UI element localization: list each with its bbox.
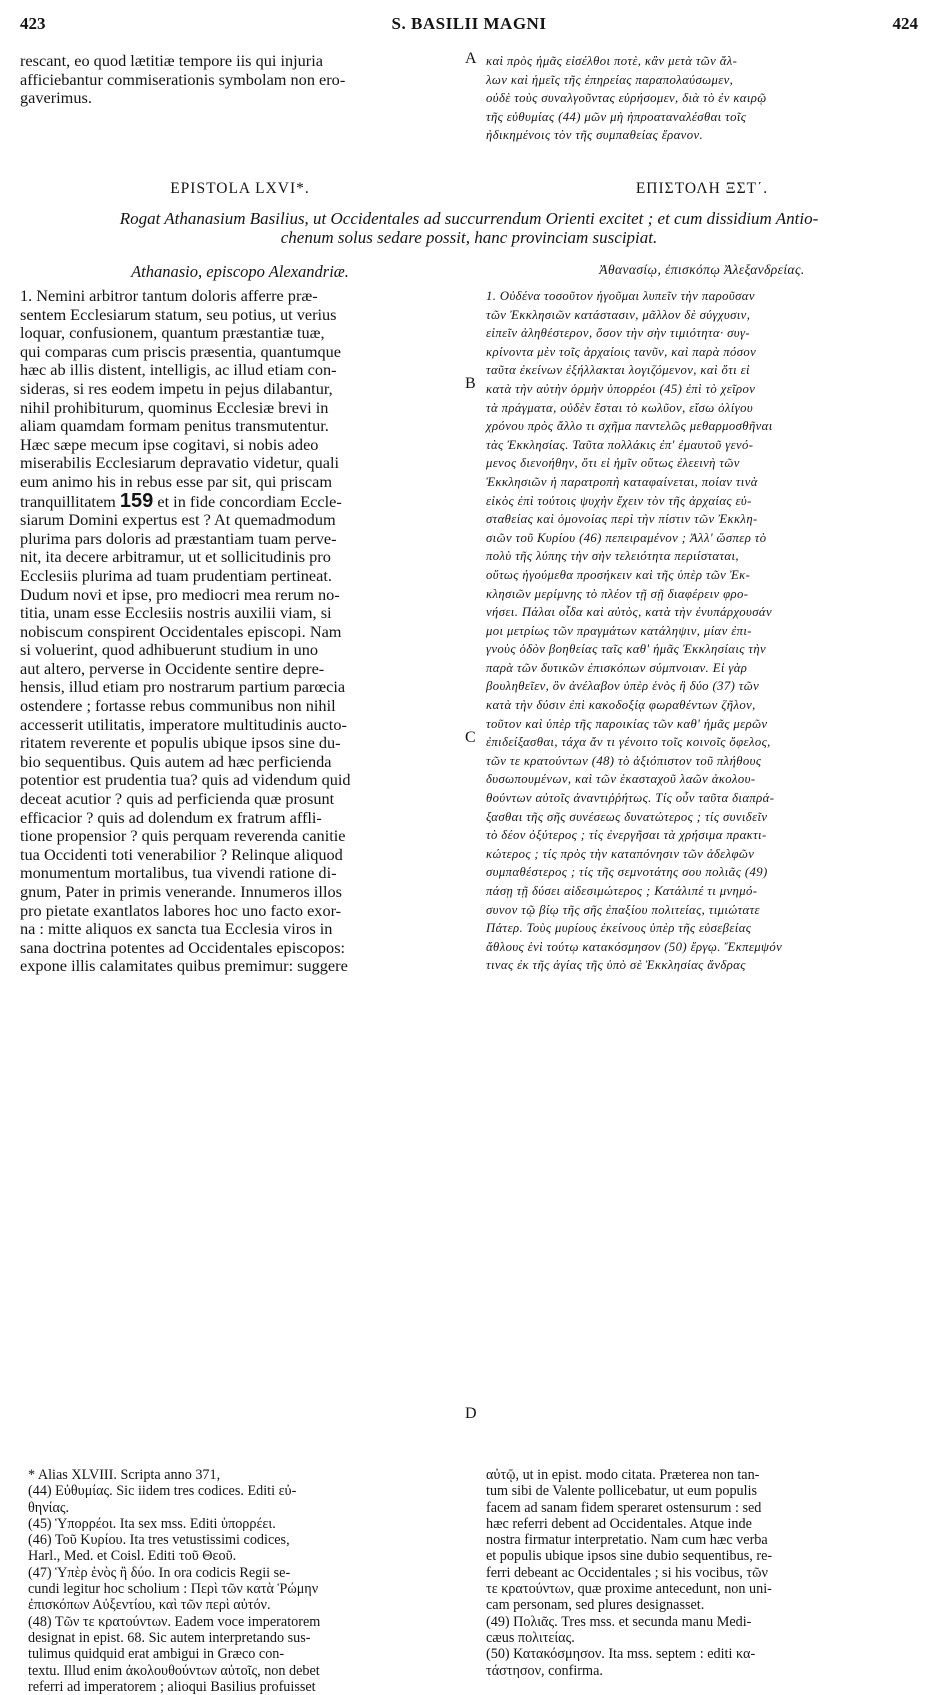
text-line: qui comparas cum priscis præsentia, quantumque [20,341,342,361]
text-line: gnum, Pater in primis venerande. Innumeros illos [20,882,342,901]
text-line: loquar, confusionem, quantum præstantiæ tuæ, [20,323,325,343]
text-line: χρόνου πρὸς ἄλλο τι σχῆμα παντελῶς μεθαρμοσθῆναι [486,419,773,434]
text-line: ἄθλους ἑνὶ τούτῳ κατακόσμησον (50) ἔργῳ. Ἔκπεμψόν [486,939,783,954]
text-line: γνοὺς ὁδὸν βοηθείας ταῖς καθ' ἡμᾶς Ἐκκλησίαις τὴν [486,642,767,657]
text-line: ἠδικημένοις τὸν τῆς συμπαθείας ἔρανον. [486,128,704,143]
footnote-line: referri ad imperatorem ; alioqui Basilius profuisset [28,1678,316,1695]
text-line: τῶν Ἐκκλησιῶν κατάστασιν, μᾶλλον δὲ σύγχυσιν, [486,307,751,322]
text-line: οὐδὲ τοὺς συναλγοῦντας εὑρήσομεν, διὰ τὸ ἐν καιρῷ [486,91,767,106]
top-greek-fragment [486,52,918,145]
text-line: σιῶν τοῦ Κυρίου (46) πεπειραμένον ; Ἀλλ' ὥσπερ τὸ [486,530,767,545]
text-line: τινας ἐκ τῆς ἁγίας τῆς ὑπὸ σὲ Ἐκκλησίας ἄνδρας [486,958,746,973]
text-line: aut altero, perverse in Occidente sentire depre- [20,658,325,678]
text-line: nit, ita decere arbitramur, ut et sollicitudinis pro [20,547,331,567]
footnote-line: (46) Τοῦ Κυρίου. Ita tres vetustissimi codices, [28,1532,290,1549]
text-line: afficiebantur commiserationis symbolam non ero- [20,69,346,89]
footnote-line: (44) Εὐθυμίας. Sic iidem tres codices. Editi εὐ- [28,1483,297,1500]
footnote-line: tulimus quidquid erat ambigui in Græco con- [28,1646,285,1663]
footnote-line: textu. Illud enim ἀκολουθούντων αὐτοῖς, non debet [28,1662,320,1679]
text-line: accesserit utilitatis, imperatore multitudinis aucto- [20,714,347,734]
text-line: Dudum novi et ipse, pro mediocri mea rerum no- [20,584,340,604]
text-line: κατὰ τὴν αὐτὴν ὁρμὴν ὑπορρέοι (45) ἐπὶ τὸ χεῖρον [486,381,756,396]
text-line: βουληθεῖεν, ὃν ἀνέλαβον ὑπὲρ ἑνὸς ἢ δύο (37) τῶν [486,679,760,694]
footnote-line: cæus πολιτείας. [486,1629,575,1646]
margin-letter-a: A [465,50,477,67]
footnote-line: (49) Πολιᾶς. Tres mss. et secunda manu Medi- [486,1613,752,1630]
text-line: κατὰ τὴν δύσιν ἐπὶ κακοδοξίᾳ φωραθέντων ζῆλον, [486,698,756,713]
page-number-left: 423 [20,14,46,33]
text-line: 1. Nemini arbitror tantum doloris afferre præ- [20,286,318,305]
text-line: τοῦτον καὶ ὑπὲρ τῆς παροικίας τῶν καθ' ἡμᾶς μερῶν [486,716,768,731]
text-line: nobiscum conspirent Occidentales episcopi. Nam [20,621,342,641]
footnote-line: * Alias XLVIII. Scripta anno 371, [28,1467,221,1483]
text-line: rescant, eo quod lætitiæ tempore iis qui injuria [20,51,323,70]
footnote-line: (47) Ὑπὲρ ἑνὸς ἢ δύο. In ora codicis Regii se- [28,1564,291,1581]
text-line: aliam quamdam formam penitus transmutentur. [20,416,329,436]
text-line: συμπαθέστερος ; τίς τῆς σεμνοτάτης σου πολιᾶς (49) [486,865,768,880]
text-line: ἐπιδείξασθαι, τάχα ἄν τι γένοιτο τοῖς κοινοῖς ὄφελος, [486,735,771,750]
text-line: θούντων αὐτοῖς ἀναντιῤῥήτως. Τίς οὖν ταῦτα διαπρά- [486,791,775,806]
text-line: ταῦτα ἐκείνων ἐξήλλακται λογιζόμενον, καὶ ὅτι εἰ [486,363,750,378]
text-line: deceat acutior ? quis ad perficienda quæ prosunt [20,789,335,809]
text-line: Ecclesiis plurima ad tuam prudentiam pertineat. [20,565,332,585]
running-title: S. BASILII MAGNI [391,14,547,33]
text-line: τῶν τε κρατούντων (48) τὸ ἀξιόπιστον τοῦ πλήθους [486,753,762,768]
epistle-summary [20,209,918,247]
text-segment: et in fide concordiam Eccle- [153,491,342,511]
text-line: μοι μετρίως τῶν πραγμάτων κατάληψιν, μίαν ἐπι- [486,623,752,638]
margin-letter-c: C [465,729,476,746]
text-line: pro pietate exantlatos labores hoc uno facto exor- [20,900,342,920]
text-line: ξασθαι τῆς σῆς συνέσεως δυνατώτερος ; τίς συνιδεῖν [486,809,768,824]
edition-page-number: 159 [119,489,154,512]
text-line [20,489,460,512]
text-line: τὸ δέον ὀξύτερος ; τίς ἐνεργῆσαι τὰ χρήσιμα πρακτι- [486,828,767,843]
text-line: Ἐκκλησιῶν ἡ παρατροπὴ καταφαίνεται, ποίαν τινὰ [486,474,758,489]
text-line: sideras, si res eodem impetu in pejus dilabantur, [20,378,333,398]
text-line: μενος διενοήθην, ὅτι εἰ ἡμῖν οὕτως ἐλεεινὴ τῶν [486,456,740,471]
text-line: hensis, illud etiam pro nostrarum partium parœcia [20,677,346,697]
text-line: πάσῃ τῇ δύσει αἰδεσιμώτερος ; Κατάλιπέ τι μνημό- [486,884,758,898]
footnote-line: tum sibi de Valente pollicebatur, ut eum populis [486,1483,758,1500]
text-line: plurima pars doloris ad præstantiam tuam perve- [20,528,337,548]
text-line: πολὺ τῆς λύπης τὴν σὴν τελειότητα περιίσταται, [486,549,739,564]
footnote-line: cundi legitur hoc scholium : Περὶ τῶν κατὰ Ῥώμην [28,1581,319,1598]
text-line: hæc ab illis distent, intelligis, ac illud etiam con- [20,360,337,380]
text-line: tione propensior ? quis perquam reverenda canitie [20,826,346,846]
text-line: νήσει. Πάλαι οἶδα καὶ αὐτὸς, κατὰ τὴν ἐνυπάρχουσάν [486,605,772,620]
text-line: na : mitte aliquos ex sancta tua Ecclesia viros in [20,919,333,939]
footnote-line: designat in epist. 68. Sic autem interpretando sus- [28,1629,311,1646]
footnote-line: facem ad sanam fidem speraret ostensurum : sed [486,1499,762,1516]
text-line: σταθείας καὶ ὁμονοίας περὶ τὴν πίστιν τῶν Ἐκκλη- [486,512,758,527]
summary-line: Rogat Athanasium Basilius, ut Occidentales ad succurrendum Orienti excitet ; et cum dissidium Antio- [119,209,819,228]
text-line: Πάτερ. Τοὺς μυρίους ἐκείνους ὑπὲρ τῆς εὐσεβείας [486,921,752,936]
text-line: κλησιῶν μερίμνης τὸ πλέον τῇ σῇ διαφέρειν φρο- [486,586,749,601]
text-line: 1. Οὐδένα τοσοῦτον ἡγοῦμαι λυπεῖν τὴν παροῦσαν [486,289,755,303]
margin-letter-d: D [465,1405,477,1422]
top-latin-fragment [20,52,460,108]
footnote-line: cam personam, sed plures designasset. [486,1597,705,1614]
text-line: δυσωπουμένων, καὶ τῶν ἑκασταχοῦ λαῶν ἀκολου- [486,772,756,787]
latin-address: Athanasio, episcopo Alexandriæ. [131,262,349,281]
epistola-latin-heading: EPISTOLA LXVI*. [170,180,310,197]
footnote-line: Harl., Med. et Coisl. Editi τοῦ Θεοῦ. [28,1548,237,1565]
footnote-line: nostra firmatur interpretatio. Nam cum hæc verba [486,1532,768,1549]
text-line: Hæc sæpe mecum ipse cogitavi, si nobis adeo [20,434,319,454]
text-line: siarum Domini expertus est ? At quemadmodum [20,510,336,530]
footnote-line: θηνίας. [28,1499,70,1516]
text-segment: tranquillitatem [20,491,120,511]
text-line: κρίνοντα μὲν τοῖς ἀρχαίοις τανῦν, καὶ παρὰ πόσον [486,344,757,359]
footnote-line: (45) Ὑπορρέοι. Ita sex mss. Editi ὑπορρέει. [28,1515,276,1532]
text-line: nihil prohibiturum, quominus Ecclesiæ brevi in [20,397,329,417]
text-line: bio sequentibus. Quis autem ad hæc perficienda [20,751,332,771]
text-line: συνον τῷ βίῳ τῆς σῆς ἐπαξίου πολιτείας, τιμιώτατε [486,902,760,917]
text-line: παρὰ τῶν δυτικῶν ἐπισκόπων σύμπνοιαν. Εἰ γὰρ [486,660,748,675]
text-line: miserabilis Ecclesiarum depravatio videtur, quali [20,453,339,473]
text-line: titia, unam esse Ecclesiis nostris auxilii viam, si [20,603,332,623]
text-line: οὕτως ἡγούμεθα προσήκειν καὶ τῆς ὑπὲρ τῶν Ἐκ- [486,567,751,582]
footnote-line: et populis ubique ipsos sine dubio sequentibus, re- [486,1548,773,1565]
footnote-line: τάστησον, confirma. [486,1662,603,1679]
latin-column [20,287,460,976]
footnote-line: hæc referri debent ad Occidentales. Atque inde [486,1515,752,1532]
text-line: εἰκὸς ἐπὶ τούτοις ψυχὴν ἔχειν τὸν τῆς ἀρχαίας εὐ- [486,493,752,508]
text-line: κώτερος ; τίς πρὸς τὴν καταπόνησιν τῶν ἀδελφῶν [486,846,755,861]
text-line: ritatem reverente et populis ubique ipsos sine du- [20,733,341,753]
text-line: sentem Ecclesiarum statum, seu potius, ut verius [20,304,337,324]
footnote-line: ferri debeant ac Occidentales ; si his vocibus, τῶν [486,1564,768,1581]
text-line: gaverimus. [20,88,92,108]
margin-letter-b: B [465,375,476,392]
summary-line: chenum solus sedare possit, hanc provinciam suscipiat. [280,228,658,247]
text-line: monumentum mortalibus, tua vivendi ratione di- [20,863,337,883]
text-line: καὶ πρὸς ἡμᾶς εἰσέλθοι ποτὲ, κἂν μετὰ τῶν ἄλ- [486,54,738,68]
footnotes-right [486,1467,918,1679]
text-line: τὰς Ἐκκλησίας. Ταῦτα πολλάκις ἐπ' ἐμαυτοῦ γενό- [486,437,754,452]
footnote-line: αὐτῷ, ut in epist. modo citata. Præterea non tan- [486,1467,760,1483]
text-line: εἰπεῖν ἀληθέστερον, ὅσον τὴν σὴν τιμιότητα· συγ- [486,326,751,341]
greek-column [486,287,918,975]
footnote-line: (50) Κατακόσμησον. Ita mss. septem : editi κα- [486,1646,756,1663]
footnotes-left [28,1467,458,1695]
greek-address: Ἀθανασίῳ, ἐπισκόπῳ Ἀλεξανδρείας. [599,262,805,277]
page-number-right: 424 [892,14,918,33]
text-line: ostendere ; fortasse rebus communibus non nihil [20,696,336,716]
text-line: efficacior ? quis ad dolendum ex fratrum affli- [20,807,322,827]
text-line: expone illis calamitates quibus premimur: suggere [20,956,348,976]
epistola-greek-heading: ΕΠΙΣΤΟΛΗ ΞΣΤ΄. [635,180,769,197]
text-line: τὰ πράγματα, οὐδὲν ἔσται τὸ κωλῦον, εἴσω ὀλίγου [486,400,754,415]
text-line: sana doctrina potentes ad Occidentales episcopos: [20,937,346,957]
text-line: τῆς εὐθυμίας (44) μῶν μὴ ἠπροαταναλέσθαι τοῖς [486,109,747,124]
text-line: potentior est prudentia tua? quis ad videndum quid [20,770,351,790]
footnote-line: (48) Τῶν τε κρατούντων. Eadem voce imperatorem [28,1613,321,1630]
footnote-line: τε κρατούντων, quæ proxime antecedunt, non uni- [486,1581,772,1598]
text-line: si voluerint, quod adhibuerunt studium in uno [20,640,319,660]
text-line: λων καὶ ἡμεῖς τῆς ἐπηρείας παραπολαύσωμεν, [486,72,734,87]
text-line: tua Occidenti toti venerabilior ? Relinque aliquod [20,844,343,864]
text-line: eum animo his in rebus esse par sit, qui priscam [20,471,332,491]
footnote-line: ἐπισκόπων Αὐξεντίου, καὶ τῶν περὶ αὐτόν. [28,1597,271,1614]
